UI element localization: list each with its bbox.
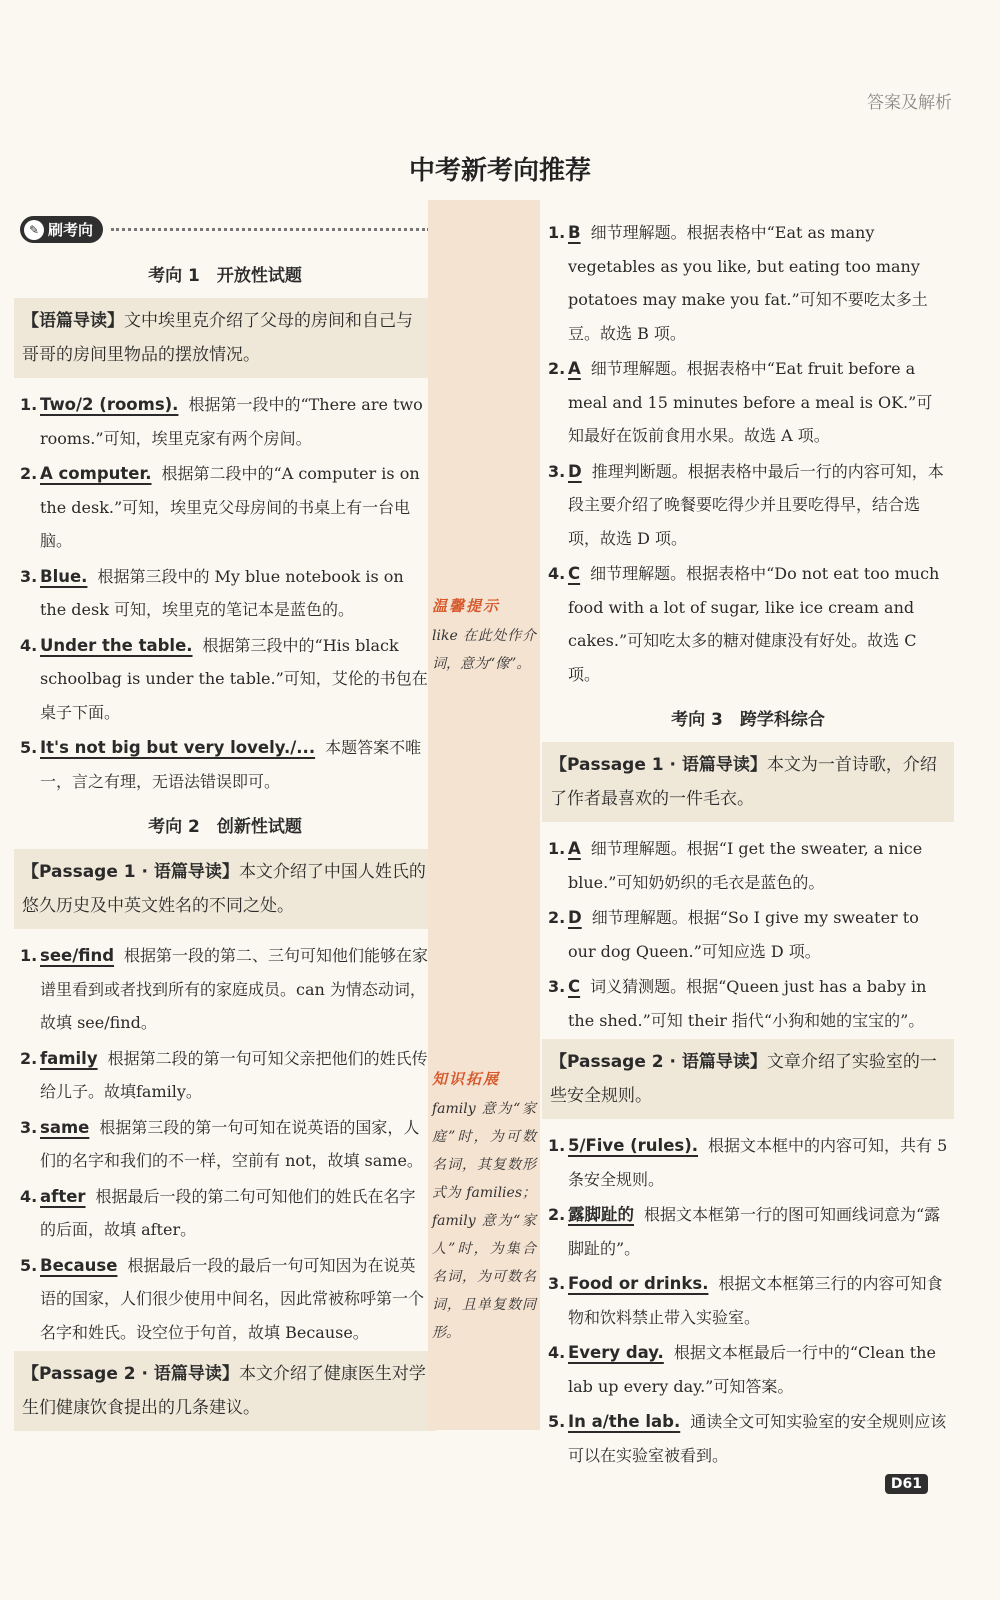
- section-3-title: 考向 3 跨学科综合: [671, 710, 825, 730]
- explanation-text: 词义猜测题。根据“Queen just has a baby in the shed.”可知 their 指代“小狗和她的宝宝的”。: [568, 977, 927, 1030]
- item-number: 3.: [548, 977, 566, 996]
- intro-tag: 【Passage 2 · 语篇导读】: [550, 1052, 767, 1072]
- passage-2-answers: [548, 216, 948, 691]
- section-3-passage-2-intro: [542, 1039, 954, 1119]
- item-number: 1.: [20, 395, 38, 414]
- item-number: 5.: [20, 738, 38, 757]
- answer-text: A: [568, 839, 581, 858]
- answer-text: D: [568, 908, 582, 927]
- badge-row: [20, 216, 430, 243]
- intro-text: 文章介绍了实验室的一些安全规则。: [550, 1052, 937, 1106]
- item-number: 3.: [20, 566, 38, 586]
- answer-item: [548, 352, 948, 453]
- intro-tag: 【语篇导读】: [22, 311, 124, 331]
- intro-tag: 【Passage 2 · 语篇导读】: [22, 1364, 239, 1384]
- header-section-label: 答案及解析: [867, 93, 952, 113]
- explanation-text: 根据文本框第三行的内容可知食物和饮料禁止带入实验室。: [568, 1274, 943, 1327]
- item-number: 5.: [548, 1412, 566, 1431]
- explanation-text: 根据第一段中的“There are two rooms.”可知，埃里克家有两个房间。: [40, 395, 423, 448]
- tip-text: like 在此处作介词，意为“像”。: [432, 628, 536, 672]
- intro-text: 文中埃里克介绍了父母的房间和自己与哥哥的房间里物品的摆放情况。: [22, 311, 413, 365]
- intro-text: 本文介绍了中国人姓氏的悠久历史及中英文姓名的不同之处。: [22, 862, 426, 916]
- answer-text: C: [568, 564, 581, 583]
- explanation-text: 根据第三段的第一句可知在说英语的国家，人们的名字和我们的不一样，空前有 not，故填 same。: [40, 1117, 423, 1170]
- answer-text: A computer.: [40, 464, 152, 483]
- answer-text: see/find: [40, 946, 115, 965]
- answer-item: [548, 1336, 948, 1403]
- section-2-intro: [14, 849, 436, 929]
- answer-text: family: [40, 1048, 98, 1068]
- answer-text: same: [40, 1117, 90, 1137]
- answer-text: Every day.: [568, 1343, 664, 1362]
- item-number: 1.: [548, 1136, 566, 1155]
- section-3-passage-2-answers: [548, 1129, 948, 1472]
- section-3-passage-1-answers: [548, 832, 948, 1037]
- page-title: 中考新考向推荐: [408, 156, 591, 186]
- explanation-text: 根据文本框最后一行中的“Clean the lab up every day.”可知答案。: [568, 1343, 936, 1396]
- item-number: 2.: [548, 359, 566, 378]
- answer-item: [20, 939, 430, 1040]
- answer-text: C: [568, 977, 581, 996]
- tip-text: family 意为“家庭”时，为可数名词，其复数形式为 families；family 意为“家人”时，为集合名词，为可数名词，且单复数同形。: [432, 1101, 536, 1341]
- answer-text: Food or drinks.: [568, 1274, 709, 1293]
- answer-text: 5/Five (rules).: [568, 1136, 699, 1155]
- explanation-text: 根据文本框第一行的图可知画线词意为“露脚趾的”。: [568, 1205, 941, 1258]
- explanation-text: 细节理解题。根据“So I give my sweater to our dog Queen.”可知应选 D 项。: [568, 908, 919, 961]
- explanation-text: 根据第一段的第二、三句可知他们能够在家谱里看到或者找到所有的家庭成员。can 为情态动词，故填 see/find。: [40, 946, 429, 1032]
- explanation-text: 根据最后一段的最后一句可知因为在说英语的国家，人们很少使用中间名，因此常被称呼第一个名字和姓氏。设空位于句首，故填 Because。: [40, 1255, 425, 1342]
- item-number: 4.: [548, 1343, 566, 1362]
- section-badge: [20, 216, 103, 243]
- notes-column: [428, 200, 540, 1430]
- answer-item: [20, 731, 430, 798]
- section-2-title: 考向 2 创新性试题: [148, 817, 302, 837]
- tip-warm-reminder: [428, 595, 540, 678]
- explanation-text: 根据第三段中的 My blue notebook is on the desk 可知，埃里克的笔记本是蓝色的。: [40, 566, 404, 619]
- answer-item: [20, 629, 430, 730]
- answer-text: D: [568, 461, 582, 481]
- answer-text: Because: [40, 1255, 118, 1275]
- explanation-text: 根据最后一段的第二句可知他们的姓氏在名字的后面，故填 after。: [40, 1186, 416, 1239]
- answer-item: [548, 1129, 948, 1196]
- item-number: 3.: [20, 1117, 38, 1137]
- item-number: 4.: [20, 1186, 38, 1206]
- answer-item: [548, 1267, 948, 1334]
- item-number: 1.: [548, 223, 566, 242]
- intro-text: 本文介绍了健康医生对学生们健康饮食提出的几条建议。: [22, 1364, 426, 1418]
- dotted-divider: [111, 228, 430, 231]
- answer-item: [548, 216, 948, 350]
- answer-text: B: [568, 223, 581, 242]
- answer-item: [548, 1198, 948, 1265]
- explanation-text: 根据第二段中的“A computer is on the desk.”可知，埃里克父母房间的书桌上有一台电脑。: [40, 464, 420, 550]
- answer-text: after: [40, 1186, 86, 1206]
- section-2-answers: [20, 939, 430, 1349]
- tip-title: 知识拓展: [432, 1070, 501, 1088]
- explanation-text: 通读全文可知实验室的安全规则应该可以在实验室被看到。: [568, 1412, 947, 1465]
- left-column: [20, 216, 430, 1441]
- intro-tag: 【Passage 1 · 语篇导读】: [22, 862, 239, 882]
- answer-item: [20, 1180, 430, 1247]
- tip-knowledge-extension: [428, 1068, 540, 1347]
- section-1-title: 考向 1 开放性试题: [148, 266, 302, 286]
- item-number: 1.: [20, 946, 38, 965]
- answer-item: [20, 560, 430, 627]
- tip-title: 温馨提示: [432, 597, 501, 615]
- item-number: 1.: [548, 839, 566, 858]
- book-icon: ✎: [24, 220, 44, 240]
- section-3-passage-1-intro: [542, 742, 954, 822]
- explanation-text: 细节理解题。根据“I get the sweater, a nice blue.”可知奶奶织的毛衣是蓝色的。: [568, 839, 923, 892]
- section-1-answers: [20, 388, 430, 798]
- item-number: 4.: [20, 635, 38, 655]
- item-number: 5.: [20, 1255, 38, 1275]
- explanation-text: 根据第二段的第一句可知父亲把他们的姓氏传给儿子。故填family。: [40, 1048, 428, 1101]
- answer-text: In a/the lab.: [568, 1412, 681, 1431]
- answer-item: [20, 457, 430, 558]
- explanation-text: 细节理解题。根据表格中“Do not eat too much food with a lot of sugar, like ice cream and cakes.”可知吃太多的糖对健康没有好处。故选 C 项。: [568, 564, 940, 684]
- answer-item: [548, 832, 948, 899]
- answer-text: A: [568, 359, 581, 378]
- item-number: 3.: [548, 461, 566, 481]
- item-number: 2.: [548, 1205, 566, 1224]
- page-number: D61: [885, 1474, 928, 1494]
- intro-tag: 【Passage 1 · 语篇导读】: [550, 755, 767, 775]
- answer-item: [20, 1249, 430, 1350]
- answer-item: [548, 455, 948, 556]
- answer-text: Blue.: [40, 566, 88, 586]
- answer-item: [548, 557, 948, 691]
- answer-item: [548, 970, 948, 1037]
- answer-item: [20, 1042, 430, 1109]
- section-2-passage-2-intro: [14, 1351, 436, 1431]
- right-column: [548, 216, 948, 1474]
- explanation-text: 细节理解题。根据表格中“Eat fruit before a meal and 15 minutes before a meal is OK.”可知最好在饭前食用水果。故选 A 项。: [568, 359, 933, 445]
- explanation-text: 根据第三段中的“His black schoolbag is under the table.”可知，艾伦的书包在桌子下面。: [40, 635, 428, 722]
- answer-item: [20, 1111, 430, 1178]
- badge-label: 刷考向: [48, 221, 94, 239]
- item-number: 2.: [548, 908, 566, 927]
- answer-text: It's not big but very lovely./...: [40, 738, 316, 757]
- answer-text: Two/2 (rooms).: [40, 395, 179, 414]
- item-number: 3.: [548, 1274, 566, 1293]
- explanation-text: 本题答案不唯一，言之有理，无语法错误即可。: [40, 738, 422, 791]
- answer-text: 露脚趾的: [568, 1205, 634, 1224]
- intro-text: 本文为一首诗歌，介绍了作者最喜欢的一件毛衣。: [550, 755, 937, 809]
- item-number: 2.: [20, 464, 38, 483]
- section-1-intro: [14, 298, 436, 378]
- answer-text: Under the table.: [40, 635, 193, 655]
- answer-item: [548, 1405, 948, 1472]
- answer-item: [548, 901, 948, 968]
- item-number: 2.: [20, 1048, 38, 1068]
- item-number: 4.: [548, 564, 566, 583]
- explanation-text: 根据文本框中的内容可知，共有 5 条安全规则。: [568, 1136, 948, 1189]
- answer-item: [20, 388, 430, 455]
- explanation-text: 推理判断题。根据表格中最后一行的内容可知，本段主要介绍了晚餐要吃得少并且要吃得早，结合选项，故选 D 项。: [568, 461, 944, 548]
- explanation-text: 细节理解题。根据表格中“Eat as many vegetables as you like, but eating too many potatoes may make you fat.”可知不要吃太多土豆。故选 B 项。: [568, 223, 928, 343]
